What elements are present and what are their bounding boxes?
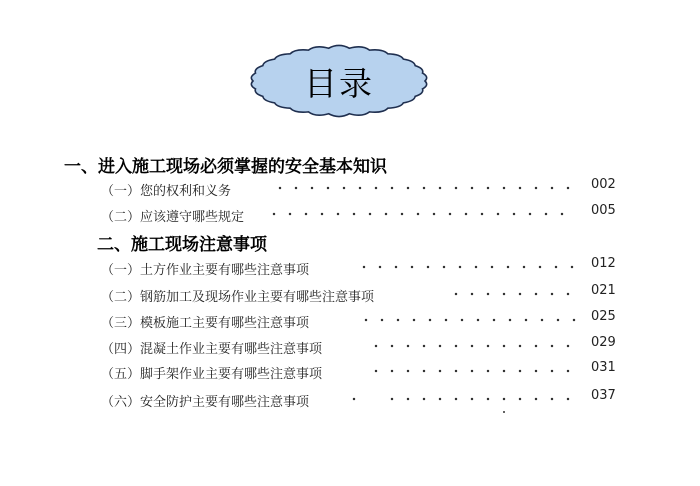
dot-leader [448,292,578,296]
section-heading-1: 一、进入施工现场必须掌握的安全基本知识 [64,157,387,177]
toc-entry-page: 002 [591,177,616,192]
stray-dot [503,411,505,413]
toc-entry-2-2[interactable] [0,283,700,308]
toc-entry-label: （一）土方作业主要有哪些注意事项 [101,263,310,278]
toc-entry-2-1[interactable] [0,256,700,281]
dot-leader [356,265,578,269]
toc-entry-page: 005 [591,203,616,218]
toc-entry-label: （四）混凝土作业主要有哪些注意事项 [101,342,323,357]
dot-leader [272,186,576,190]
toc-entry-label: （一）您的权利和义务 [101,184,232,199]
toc-entry-1-2[interactable] [0,203,700,228]
toc-entry-label: （三）模板施工主要有哪些注意事项 [101,316,310,331]
toc-entry-page: 012 [591,256,616,271]
toc-entry-2-5[interactable] [0,360,700,385]
toc-entry-1-1[interactable] [0,177,700,202]
toc-entry-2-3[interactable] [0,309,700,334]
toc-entry-2-4[interactable] [0,335,700,360]
dot-leader [384,397,578,401]
toc-entry-page: 029 [591,335,616,350]
toc-entry-2-6[interactable] [0,388,700,413]
toc-entry-page: 021 [591,283,616,298]
toc-entry-label: （二）应该遵守哪些规定 [101,210,245,225]
dot-leader [368,369,578,373]
dot-leader [368,344,578,348]
toc-entry-label: （二）钢筋加工及现场作业主要有哪些注意事项 [101,290,375,305]
toc-title: 目录 [304,63,374,103]
toc-entry-page: 037 [591,388,616,403]
toc-entry-page: 025 [591,309,616,324]
toc-title-cloud [246,42,432,120]
dot-leader [358,318,578,322]
dot-leader [346,397,358,401]
toc-entry-label: （六）安全防护主要有哪些注意事项 [101,395,310,410]
section-heading-2: 二、施工现场注意事项 [97,235,267,255]
toc-entry-page: 031 [591,360,616,375]
toc-entry-label: （五）脚手架作业主要有哪些注意事项 [101,367,323,382]
dot-leader [266,212,576,216]
